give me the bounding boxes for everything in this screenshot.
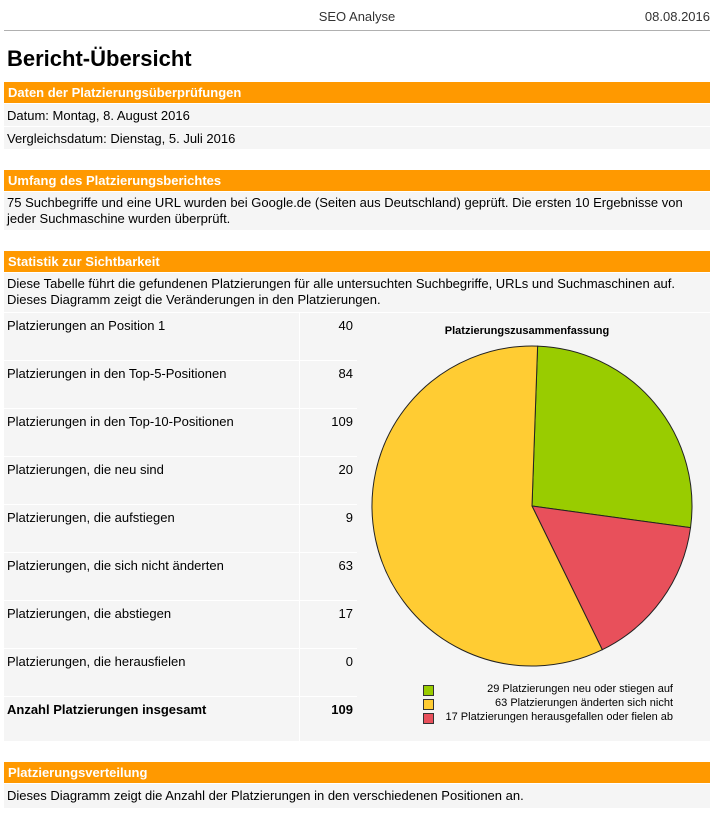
stat-column-divider [299, 649, 300, 696]
stat-label: Platzierungen, die aufstiegen [7, 510, 175, 525]
stat-value: 20 [338, 462, 353, 477]
legend-item [423, 683, 673, 697]
legend-item [423, 711, 673, 725]
pie-chart [357, 313, 710, 741]
section-title-visibility: Statistik zur Sichtbarkeit [4, 251, 710, 272]
page-title: Bericht-Übersicht [7, 46, 192, 71]
stat-column-divider [299, 601, 300, 648]
visibility-stats-table [4, 313, 357, 741]
stat-label: Platzierungen in den Top-10-Positionen [7, 414, 234, 429]
legend-label: 17 Platzierungen herausgefallen oder fielen ab [445, 711, 673, 723]
stat-value: 109 [331, 702, 353, 717]
stat-value: 9 [345, 510, 353, 525]
stat-label: Anzahl Platzierungen insgesamt [7, 702, 207, 717]
section-title-scope: Umfang des Platzierungsberichtes [4, 170, 710, 191]
stat-column-divider [299, 697, 300, 744]
stat-row [4, 457, 357, 505]
stat-row [4, 553, 357, 601]
stat-row-total [4, 697, 357, 745]
check-date: Datum: Montag, 8. August 2016 [7, 108, 190, 123]
legend-label: 29 Platzierungen neu oder stiegen auf [487, 683, 673, 695]
legend-swatch [423, 685, 434, 696]
stat-column-divider [299, 313, 300, 360]
stat-row [4, 313, 357, 361]
stat-row [4, 409, 357, 457]
scope-text: 75 Suchbegriffe und eine URL wurden bei Google.de (Seiten aus Deutschland) geprüft. Die ersten 10 Ergebnisse von jeder Suchmaschine wurden überprüft. [4, 192, 710, 230]
check-date-row [4, 104, 710, 126]
report-header-title: SEO Analyse [318, 9, 396, 24]
stat-column-divider [299, 361, 300, 408]
legend-swatch [423, 699, 434, 710]
compare-date-row [4, 127, 710, 149]
compare-date: Vergleichsdatum: Dienstag, 5. Juli 2016 [7, 131, 236, 146]
section-title-check-data: Daten der Platzierungsüberprüfungen [4, 82, 710, 103]
stat-row [4, 649, 357, 697]
legend-item [423, 697, 673, 711]
stat-row [4, 505, 357, 553]
visibility-text: Diese Tabelle führt die gefundenen Platzierungen für alle untersuchten Suchbegriffe, URLs und Suchmaschinen auf. Dieses Diagramm zeigt die Veränderungen in den Platzierungen. [4, 273, 710, 312]
chart-title: Platzierungszusammenfassung [444, 325, 610, 337]
stat-label: Platzierungen in den Top-5-Positionen [7, 366, 227, 381]
stat-value: 0 [345, 654, 353, 669]
stat-label: Platzierungen, die herausfielen [7, 654, 186, 669]
stat-value: 17 [338, 606, 353, 621]
distribution-text-row [4, 784, 710, 808]
stat-value: 40 [338, 318, 353, 333]
stat-label: Platzierungen, die sich nicht änderten [7, 558, 224, 573]
legend-swatch [423, 713, 434, 724]
stat-row [4, 361, 357, 409]
stat-label: Platzierungen, die abstiegen [7, 606, 172, 621]
chart-legend [423, 683, 673, 725]
stat-value: 84 [338, 366, 353, 381]
report-header [4, 0, 710, 31]
stat-column-divider [299, 553, 300, 600]
stat-column-divider [299, 505, 300, 552]
pie-slice [532, 346, 692, 528]
stat-value: 63 [338, 558, 353, 573]
stat-column-divider [299, 457, 300, 504]
legend-label: 63 Platzierungen änderten sich nicht [495, 697, 673, 709]
pie-chart-panel [357, 313, 710, 741]
stat-row [4, 601, 357, 649]
stat-label: Platzierungen an Position 1 [7, 318, 166, 333]
stat-column-divider [299, 409, 300, 456]
stat-value: 109 [331, 414, 353, 429]
section-title-distribution: Platzierungsverteilung [4, 762, 710, 783]
report-header-date: 08.08.2016 [644, 9, 710, 24]
stat-label: Platzierungen, die neu sind [7, 462, 164, 477]
distribution-text: Dieses Diagramm zeigt die Anzahl der Platzierungen in den verschiedenen Positionen an. [7, 788, 524, 803]
